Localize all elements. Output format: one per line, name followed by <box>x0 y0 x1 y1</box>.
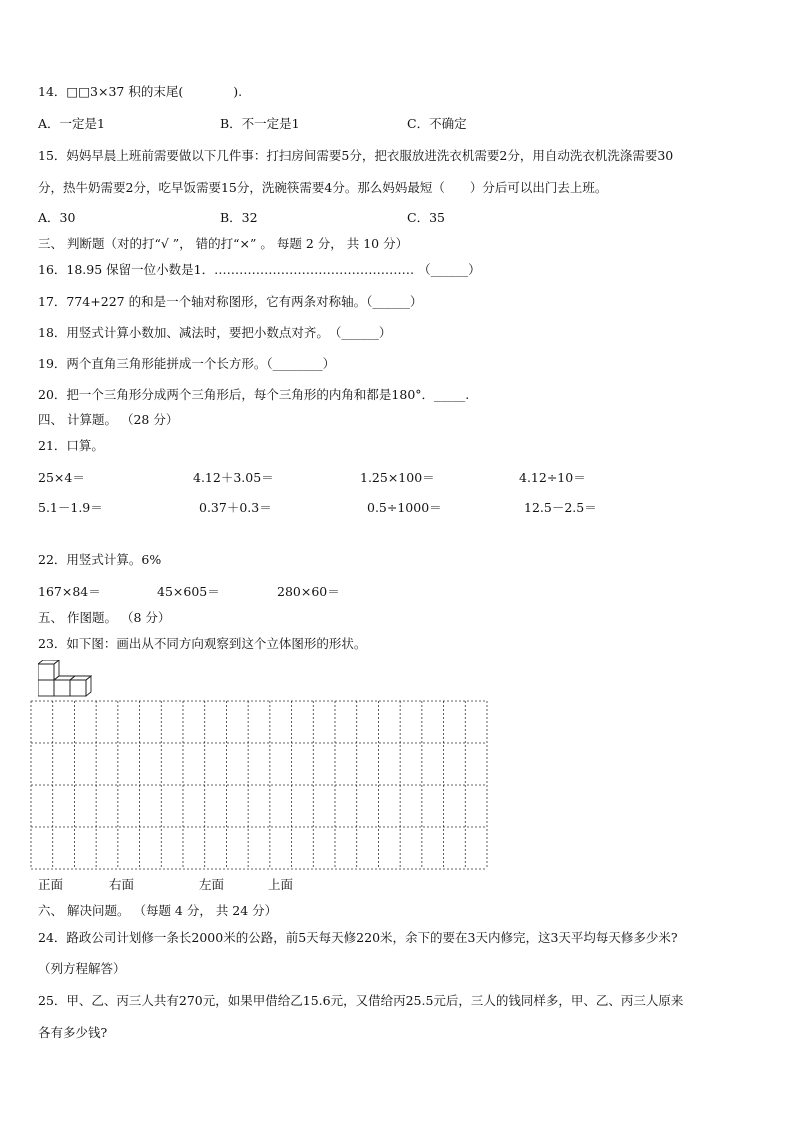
q22-c2: 45×605＝ <box>157 584 220 599</box>
section-6-title: 六、 解决问题。 （每题 4 分， 共 24 分） <box>38 903 278 918</box>
cube-figure <box>38 660 102 700</box>
cube-front-bottom-left <box>38 680 54 696</box>
q14-option-b: B．不一定是1 <box>220 116 300 131</box>
view-label-front: 正面 <box>38 877 64 892</box>
view-label-right: 右面 <box>109 877 135 892</box>
q14-option-a: A．一定是1 <box>38 116 105 131</box>
section-3-title: 三、 判断题（对的打“√ ”， 错的打“×” 。 每题 2 分， 共 10 分） <box>38 236 409 251</box>
section-5-title: 五、 作图题。 （8 分） <box>38 610 171 625</box>
q15-option-c: C．35 <box>407 210 445 225</box>
cube-front-bottom-middle <box>54 680 70 696</box>
cube-side-right <box>86 676 91 696</box>
q21-r2-c4: 12.5－2.5＝ <box>524 500 597 515</box>
q25-line2: 各有多少钱? <box>38 1025 108 1040</box>
view-label-left: 左面 <box>199 877 225 892</box>
q22-stem: 22．用竖式计算。6% <box>38 552 162 567</box>
q24-line1: 24．路政公司计划修一条长2000米的公路，前5天每天修220米，余下的要在3天内修完，这3天平均每天修多少米? <box>38 930 678 945</box>
q17: 17．774+227 的和是一个轴对称图形，它有两条对称轴。（______） <box>38 294 423 309</box>
q23-stem: 23．如下图：画出从不同方向观察到这个立体图形的形状。 <box>38 636 367 651</box>
drawing-grid[interactable] <box>30 700 488 870</box>
q22-c3: 280×60＝ <box>277 584 340 599</box>
q21-r2-c2: 0.37＋0.3＝ <box>199 500 272 515</box>
q21-r2-c3: 0.5÷1000＝ <box>367 500 442 515</box>
cube-front-top <box>38 664 54 680</box>
q20: 20．把一个三角形分成两个三角形后，每个三角形的内角和都是180°．_____. <box>38 387 470 402</box>
q14-stem: 14．□□3×37 积的末尾( ). <box>38 84 243 99</box>
q21-stem: 21．口算。 <box>38 438 104 453</box>
q21-r1-c4: 4.12÷10＝ <box>519 470 586 485</box>
q21-r1-c1: 25×4＝ <box>38 470 85 485</box>
q15-option-a: A．30 <box>38 210 76 225</box>
cube-front-bottom-right <box>70 680 86 696</box>
q21-r1-c3: 1.25×100＝ <box>360 470 435 485</box>
q15-option-b: B．32 <box>220 210 258 225</box>
q15-line1: 15．妈妈早晨上班前需要做以下几件事：打扫房间需要5分，把衣服放进洗衣机需要2分，用自动洗衣机洗涤需要30 <box>38 148 674 163</box>
section-4-title: 四、 计算题。 （28 分） <box>38 412 179 427</box>
view-label-top: 上面 <box>268 877 294 892</box>
q19: 19．两个直角三角形能拼成一个长方形。（________） <box>38 356 336 371</box>
q21-r2-c1: 5.1－1.9＝ <box>38 500 103 515</box>
q25-line1: 25．甲、乙、丙三人共有270元，如果甲借给乙15.6元，又借给丙25.5元后，三人的钱同样多，甲、乙、丙三人原来 <box>38 993 684 1008</box>
q21-r1-c2: 4.12＋3.05＝ <box>193 470 274 485</box>
q22-c1: 167×84＝ <box>38 584 101 599</box>
q24-line2: （列方程解答） <box>38 961 126 976</box>
q16: 16．18.95 保留一位小数是1．………………………………………… （______） <box>38 262 481 277</box>
q15-line2: 分，热牛奶需要2分，吃早饭需要15分，洗碗筷需要4分。那么妈妈最短（ ）分后可以出门去上班。 <box>38 180 608 195</box>
q14-option-c: C．不确定 <box>407 116 467 131</box>
q18: 18．用竖式计算小数加、减法时，要把小数点对齐。 （______） <box>38 325 392 340</box>
